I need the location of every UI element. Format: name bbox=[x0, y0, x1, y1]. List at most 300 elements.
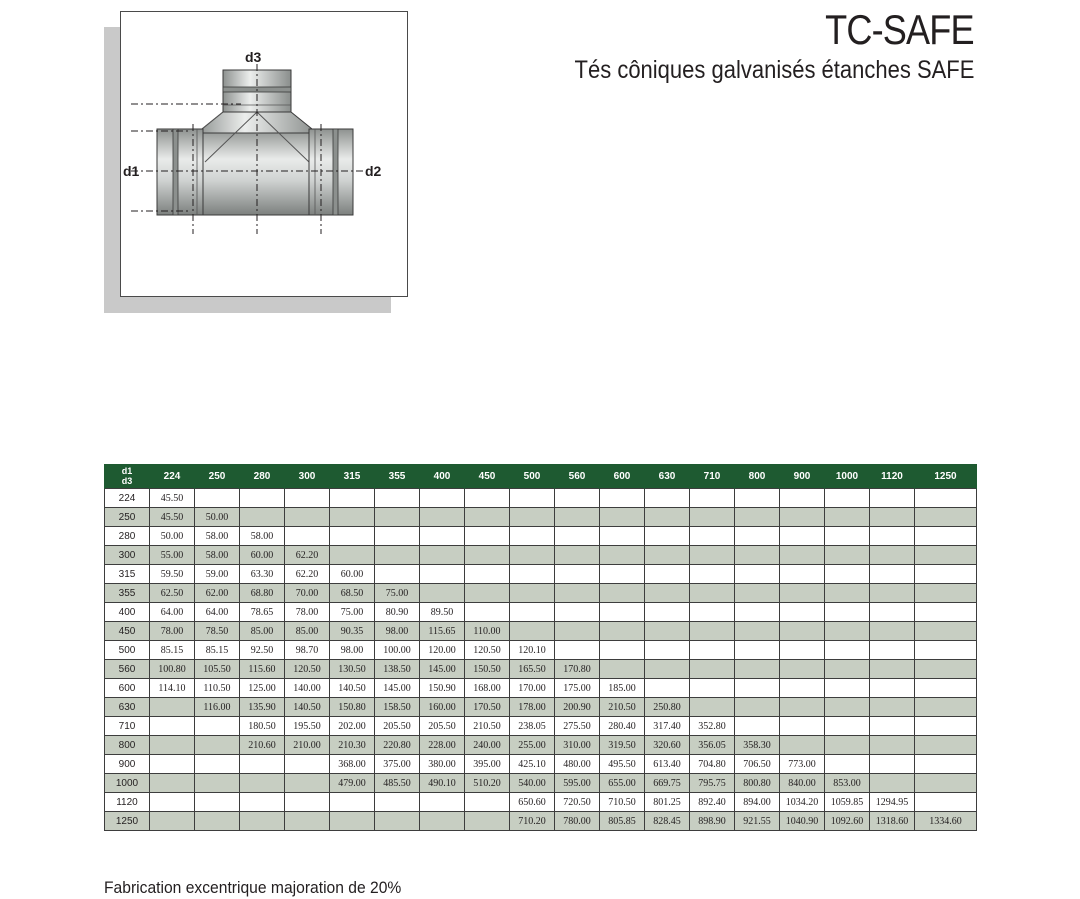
price-cell bbox=[330, 508, 375, 527]
price-cell bbox=[825, 565, 870, 584]
price-cell bbox=[780, 546, 825, 565]
price-cell: 380.00 bbox=[420, 755, 465, 774]
price-cell: 828.45 bbox=[645, 812, 690, 831]
price-cell bbox=[195, 489, 240, 508]
price-cell bbox=[555, 508, 600, 527]
price-cell bbox=[915, 717, 977, 736]
price-cell bbox=[825, 622, 870, 641]
price-cell bbox=[285, 755, 330, 774]
row-header: 1000 bbox=[105, 774, 150, 793]
price-cell: 50.00 bbox=[150, 527, 195, 546]
price-cell bbox=[420, 584, 465, 603]
price-cell bbox=[510, 584, 555, 603]
price-cell: 120.50 bbox=[465, 641, 510, 660]
price-cell: 120.50 bbox=[285, 660, 330, 679]
price-cell bbox=[510, 565, 555, 584]
price-cell: 120.00 bbox=[420, 641, 465, 660]
price-cell bbox=[780, 489, 825, 508]
price-cell bbox=[465, 603, 510, 622]
price-cell: 240.00 bbox=[465, 736, 510, 755]
price-cell: 669.75 bbox=[645, 774, 690, 793]
price-cell: 138.50 bbox=[375, 660, 420, 679]
price-cell: 368.00 bbox=[330, 755, 375, 774]
column-header: 224 bbox=[150, 464, 195, 489]
price-cell bbox=[465, 584, 510, 603]
price-cell bbox=[420, 793, 465, 812]
price-cell: 319.50 bbox=[600, 736, 645, 755]
price-cell bbox=[870, 641, 915, 660]
price-cell bbox=[645, 679, 690, 698]
price-cell: 485.50 bbox=[375, 774, 420, 793]
price-cell bbox=[420, 546, 465, 565]
price-cell bbox=[870, 774, 915, 793]
price-cell: 58.00 bbox=[195, 527, 240, 546]
price-cell bbox=[600, 489, 645, 508]
price-cell bbox=[510, 622, 555, 641]
price-cell: 395.00 bbox=[465, 755, 510, 774]
price-cell bbox=[600, 584, 645, 603]
price-cell: 250.80 bbox=[645, 698, 690, 717]
price-cell bbox=[870, 679, 915, 698]
price-cell bbox=[780, 603, 825, 622]
price-cell bbox=[465, 489, 510, 508]
price-cell: 62.50 bbox=[150, 584, 195, 603]
label-d3: d3 bbox=[245, 49, 262, 65]
table-row bbox=[105, 717, 977, 736]
price-cell bbox=[150, 736, 195, 755]
price-cell: 480.00 bbox=[555, 755, 600, 774]
price-cell bbox=[780, 622, 825, 641]
price-cell bbox=[600, 641, 645, 660]
price-cell bbox=[735, 641, 780, 660]
price-cell: 55.00 bbox=[150, 546, 195, 565]
price-cell: 150.50 bbox=[465, 660, 510, 679]
price-cell bbox=[510, 489, 555, 508]
price-cell bbox=[735, 622, 780, 641]
price-cell: 180.50 bbox=[240, 717, 285, 736]
price-cell: 310.00 bbox=[555, 736, 600, 755]
price-cell: 894.00 bbox=[735, 793, 780, 812]
price-cell: 78.00 bbox=[285, 603, 330, 622]
table-row bbox=[105, 489, 977, 508]
price-cell: 90.35 bbox=[330, 622, 375, 641]
price-cell: 170.50 bbox=[465, 698, 510, 717]
price-cell bbox=[780, 679, 825, 698]
price-cell: 320.60 bbox=[645, 736, 690, 755]
price-cell: 375.00 bbox=[375, 755, 420, 774]
price-cell: 130.50 bbox=[330, 660, 375, 679]
price-cell bbox=[690, 641, 735, 660]
price-cell bbox=[285, 508, 330, 527]
price-cell: 114.10 bbox=[150, 679, 195, 698]
column-header: 900 bbox=[780, 464, 825, 489]
price-table bbox=[104, 464, 977, 831]
price-cell bbox=[600, 565, 645, 584]
price-cell bbox=[870, 755, 915, 774]
price-cell: 70.00 bbox=[285, 584, 330, 603]
price-cell: 105.50 bbox=[195, 660, 240, 679]
price-cell: 540.00 bbox=[510, 774, 555, 793]
price-cell: 710.50 bbox=[600, 793, 645, 812]
price-cell bbox=[150, 793, 195, 812]
price-cell: 98.00 bbox=[330, 641, 375, 660]
price-cell bbox=[330, 793, 375, 812]
column-header: 450 bbox=[465, 464, 510, 489]
price-cell bbox=[150, 755, 195, 774]
label-d2: d2 bbox=[365, 163, 382, 179]
price-cell: 805.85 bbox=[600, 812, 645, 831]
price-cell bbox=[330, 527, 375, 546]
price-cell bbox=[420, 565, 465, 584]
price-cell: 145.00 bbox=[375, 679, 420, 698]
price-cell: 795.75 bbox=[690, 774, 735, 793]
price-cell: 60.00 bbox=[330, 565, 375, 584]
price-cell: 125.00 bbox=[240, 679, 285, 698]
price-cell bbox=[645, 584, 690, 603]
price-cell: 495.50 bbox=[600, 755, 645, 774]
footnote: Fabrication excentrique majoration de 20% bbox=[104, 878, 402, 897]
price-cell bbox=[735, 660, 780, 679]
price-cell bbox=[735, 584, 780, 603]
price-cell: 280.40 bbox=[600, 717, 645, 736]
price-cell: 62.00 bbox=[195, 584, 240, 603]
price-cell bbox=[195, 812, 240, 831]
price-cell bbox=[285, 793, 330, 812]
price-cell: 205.50 bbox=[375, 717, 420, 736]
price-cell bbox=[600, 508, 645, 527]
price-cell: 1294.95 bbox=[870, 793, 915, 812]
price-cell: 110.50 bbox=[195, 679, 240, 698]
price-cell: 210.00 bbox=[285, 736, 330, 755]
price-cell: 58.00 bbox=[195, 546, 240, 565]
price-cell: 275.50 bbox=[555, 717, 600, 736]
row-header: 315 bbox=[105, 565, 150, 584]
price-cell: 1034.20 bbox=[780, 793, 825, 812]
price-cell bbox=[465, 546, 510, 565]
price-cell bbox=[375, 812, 420, 831]
price-cell bbox=[915, 774, 977, 793]
price-cell bbox=[870, 660, 915, 679]
price-cell: 356.05 bbox=[690, 736, 735, 755]
price-cell: 228.00 bbox=[420, 736, 465, 755]
price-cell: 210.60 bbox=[240, 736, 285, 755]
price-cell: 1059.85 bbox=[825, 793, 870, 812]
price-cell bbox=[825, 717, 870, 736]
price-cell bbox=[600, 622, 645, 641]
row-header: 630 bbox=[105, 698, 150, 717]
price-cell bbox=[645, 622, 690, 641]
price-cell bbox=[195, 755, 240, 774]
price-cell: 64.00 bbox=[195, 603, 240, 622]
price-cell bbox=[735, 565, 780, 584]
price-cell bbox=[465, 812, 510, 831]
price-cell bbox=[735, 546, 780, 565]
price-cell bbox=[915, 527, 977, 546]
price-cell bbox=[915, 489, 977, 508]
price-cell bbox=[555, 527, 600, 546]
price-cell bbox=[870, 717, 915, 736]
price-cell bbox=[690, 546, 735, 565]
price-cell bbox=[375, 546, 420, 565]
price-cell bbox=[915, 584, 977, 603]
price-cell: 68.80 bbox=[240, 584, 285, 603]
page-title: TC-SAFE bbox=[825, 6, 974, 53]
price-cell bbox=[915, 736, 977, 755]
column-header: 400 bbox=[420, 464, 465, 489]
price-cell bbox=[780, 698, 825, 717]
price-cell: 238.05 bbox=[510, 717, 555, 736]
price-cell bbox=[870, 603, 915, 622]
price-cell bbox=[780, 584, 825, 603]
price-cell bbox=[375, 527, 420, 546]
price-cell: 1092.60 bbox=[825, 812, 870, 831]
price-cell: 100.80 bbox=[150, 660, 195, 679]
price-cell bbox=[150, 774, 195, 793]
price-cell bbox=[780, 641, 825, 660]
price-cell: 202.00 bbox=[330, 717, 375, 736]
price-cell bbox=[465, 793, 510, 812]
price-cell: 140.00 bbox=[285, 679, 330, 698]
price-cell: 160.00 bbox=[420, 698, 465, 717]
price-cell bbox=[870, 508, 915, 527]
price-cell bbox=[915, 622, 977, 641]
price-cell bbox=[330, 546, 375, 565]
column-header: 1120 bbox=[870, 464, 915, 489]
column-header: 1000 bbox=[825, 464, 870, 489]
price-cell bbox=[555, 489, 600, 508]
price-cell: 150.80 bbox=[330, 698, 375, 717]
price-cell: 120.10 bbox=[510, 641, 555, 660]
price-cell bbox=[735, 508, 780, 527]
price-cell bbox=[735, 527, 780, 546]
table-row bbox=[105, 565, 977, 584]
price-cell bbox=[645, 660, 690, 679]
price-cell: 150.90 bbox=[420, 679, 465, 698]
price-cell: 220.80 bbox=[375, 736, 420, 755]
table-body bbox=[105, 489, 977, 831]
table-row bbox=[105, 812, 977, 831]
price-cell bbox=[915, 508, 977, 527]
table-row bbox=[105, 603, 977, 622]
price-cell: 115.60 bbox=[240, 660, 285, 679]
price-cell: 58.00 bbox=[240, 527, 285, 546]
price-cell bbox=[825, 508, 870, 527]
price-cell bbox=[330, 812, 375, 831]
price-cell bbox=[690, 489, 735, 508]
price-cell: 655.00 bbox=[600, 774, 645, 793]
price-cell: 68.50 bbox=[330, 584, 375, 603]
price-cell: 1040.90 bbox=[780, 812, 825, 831]
table-row bbox=[105, 546, 977, 565]
price-cell bbox=[690, 508, 735, 527]
price-cell bbox=[555, 603, 600, 622]
price-cell bbox=[780, 527, 825, 546]
price-cell: 165.50 bbox=[510, 660, 555, 679]
price-cell: 595.00 bbox=[555, 774, 600, 793]
table-row bbox=[105, 527, 977, 546]
price-cell bbox=[870, 736, 915, 755]
column-header: 1250 bbox=[915, 464, 977, 489]
price-cell: 780.00 bbox=[555, 812, 600, 831]
price-cell bbox=[915, 546, 977, 565]
price-cell: 64.00 bbox=[150, 603, 195, 622]
column-header: 710 bbox=[690, 464, 735, 489]
price-cell bbox=[555, 546, 600, 565]
price-cell bbox=[915, 641, 977, 660]
page-subtitle: Tés côniques galvanisés étanches SAFE bbox=[574, 56, 974, 84]
price-cell: 158.50 bbox=[375, 698, 420, 717]
price-cell bbox=[870, 622, 915, 641]
price-cell bbox=[420, 508, 465, 527]
price-cell: 170.00 bbox=[510, 679, 555, 698]
price-cell: 773.00 bbox=[780, 755, 825, 774]
column-header: 800 bbox=[735, 464, 780, 489]
price-cell: 317.40 bbox=[645, 717, 690, 736]
price-cell bbox=[690, 603, 735, 622]
price-cell: 170.80 bbox=[555, 660, 600, 679]
price-cell bbox=[600, 603, 645, 622]
price-cell bbox=[825, 736, 870, 755]
price-cell: 898.90 bbox=[690, 812, 735, 831]
row-header: 250 bbox=[105, 508, 150, 527]
column-header: 250 bbox=[195, 464, 240, 489]
price-cell: 145.00 bbox=[420, 660, 465, 679]
price-cell bbox=[285, 527, 330, 546]
price-cell bbox=[375, 793, 420, 812]
price-cell: 100.00 bbox=[375, 641, 420, 660]
price-cell: 490.10 bbox=[420, 774, 465, 793]
price-cell: 110.00 bbox=[465, 622, 510, 641]
price-cell bbox=[915, 698, 977, 717]
price-cell bbox=[240, 774, 285, 793]
price-cell bbox=[780, 660, 825, 679]
price-cell bbox=[285, 774, 330, 793]
table-row bbox=[105, 736, 977, 755]
price-cell bbox=[285, 489, 330, 508]
price-cell bbox=[735, 717, 780, 736]
price-cell bbox=[195, 774, 240, 793]
row-header: 1120 bbox=[105, 793, 150, 812]
price-cell: 63.30 bbox=[240, 565, 285, 584]
price-cell bbox=[915, 793, 977, 812]
row-header: 500 bbox=[105, 641, 150, 660]
price-cell bbox=[375, 508, 420, 527]
price-cell bbox=[690, 584, 735, 603]
price-cell: 78.00 bbox=[150, 622, 195, 641]
column-header: 500 bbox=[510, 464, 555, 489]
column-header: 315 bbox=[330, 464, 375, 489]
table-row bbox=[105, 622, 977, 641]
price-cell bbox=[375, 565, 420, 584]
tee-diagram bbox=[120, 11, 408, 297]
price-cell bbox=[870, 546, 915, 565]
price-cell: 892.40 bbox=[690, 793, 735, 812]
price-cell: 50.00 bbox=[195, 508, 240, 527]
price-cell bbox=[645, 546, 690, 565]
price-cell bbox=[150, 717, 195, 736]
price-cell bbox=[690, 527, 735, 546]
price-cell bbox=[870, 565, 915, 584]
row-header: 800 bbox=[105, 736, 150, 755]
price-cell: 60.00 bbox=[240, 546, 285, 565]
price-cell bbox=[420, 812, 465, 831]
column-header: 300 bbox=[285, 464, 330, 489]
price-cell bbox=[780, 508, 825, 527]
price-cell bbox=[555, 584, 600, 603]
price-cell: 140.50 bbox=[285, 698, 330, 717]
price-cell: 85.00 bbox=[240, 622, 285, 641]
price-cell bbox=[465, 508, 510, 527]
price-cell: 168.00 bbox=[465, 679, 510, 698]
price-cell bbox=[690, 698, 735, 717]
price-cell: 178.00 bbox=[510, 698, 555, 717]
price-cell: 80.90 bbox=[375, 603, 420, 622]
column-header: 600 bbox=[600, 464, 645, 489]
row-header: 1250 bbox=[105, 812, 150, 831]
price-cell: 210.50 bbox=[465, 717, 510, 736]
price-cell bbox=[780, 565, 825, 584]
column-header: 355 bbox=[375, 464, 420, 489]
column-header: 630 bbox=[645, 464, 690, 489]
price-cell: 75.00 bbox=[375, 584, 420, 603]
price-cell bbox=[195, 717, 240, 736]
price-cell bbox=[690, 565, 735, 584]
price-cell bbox=[600, 660, 645, 679]
price-cell bbox=[645, 508, 690, 527]
price-cell bbox=[915, 755, 977, 774]
price-cell: 479.00 bbox=[330, 774, 375, 793]
price-cell bbox=[870, 698, 915, 717]
price-cell: 255.00 bbox=[510, 736, 555, 755]
table-header-row bbox=[105, 464, 977, 489]
price-cell bbox=[825, 527, 870, 546]
price-cell: 59.50 bbox=[150, 565, 195, 584]
price-cell bbox=[825, 679, 870, 698]
price-cell: 921.55 bbox=[735, 812, 780, 831]
price-cell bbox=[465, 527, 510, 546]
price-cell: 175.00 bbox=[555, 679, 600, 698]
price-cell bbox=[555, 641, 600, 660]
corner-d3: d3 bbox=[121, 476, 133, 486]
price-cell: 45.50 bbox=[150, 489, 195, 508]
price-cell: 98.00 bbox=[375, 622, 420, 641]
price-cell bbox=[510, 603, 555, 622]
price-cell: 62.20 bbox=[285, 565, 330, 584]
row-header: 224 bbox=[105, 489, 150, 508]
price-cell: 704.80 bbox=[690, 755, 735, 774]
table-row bbox=[105, 660, 977, 679]
price-cell bbox=[825, 660, 870, 679]
price-cell: 352.80 bbox=[690, 717, 735, 736]
price-cell bbox=[330, 489, 375, 508]
price-cell: 59.00 bbox=[195, 565, 240, 584]
price-cell bbox=[735, 679, 780, 698]
price-cell: 75.00 bbox=[330, 603, 375, 622]
price-cell: 200.90 bbox=[555, 698, 600, 717]
price-cell: 85.00 bbox=[285, 622, 330, 641]
price-cell bbox=[150, 698, 195, 717]
price-cell bbox=[825, 546, 870, 565]
price-cell bbox=[690, 622, 735, 641]
row-header: 280 bbox=[105, 527, 150, 546]
price-cell bbox=[420, 527, 465, 546]
price-cell: 720.50 bbox=[555, 793, 600, 812]
table-row bbox=[105, 793, 977, 812]
price-cell: 205.50 bbox=[420, 717, 465, 736]
price-cell: 801.25 bbox=[645, 793, 690, 812]
price-cell: 135.90 bbox=[240, 698, 285, 717]
row-header: 600 bbox=[105, 679, 150, 698]
